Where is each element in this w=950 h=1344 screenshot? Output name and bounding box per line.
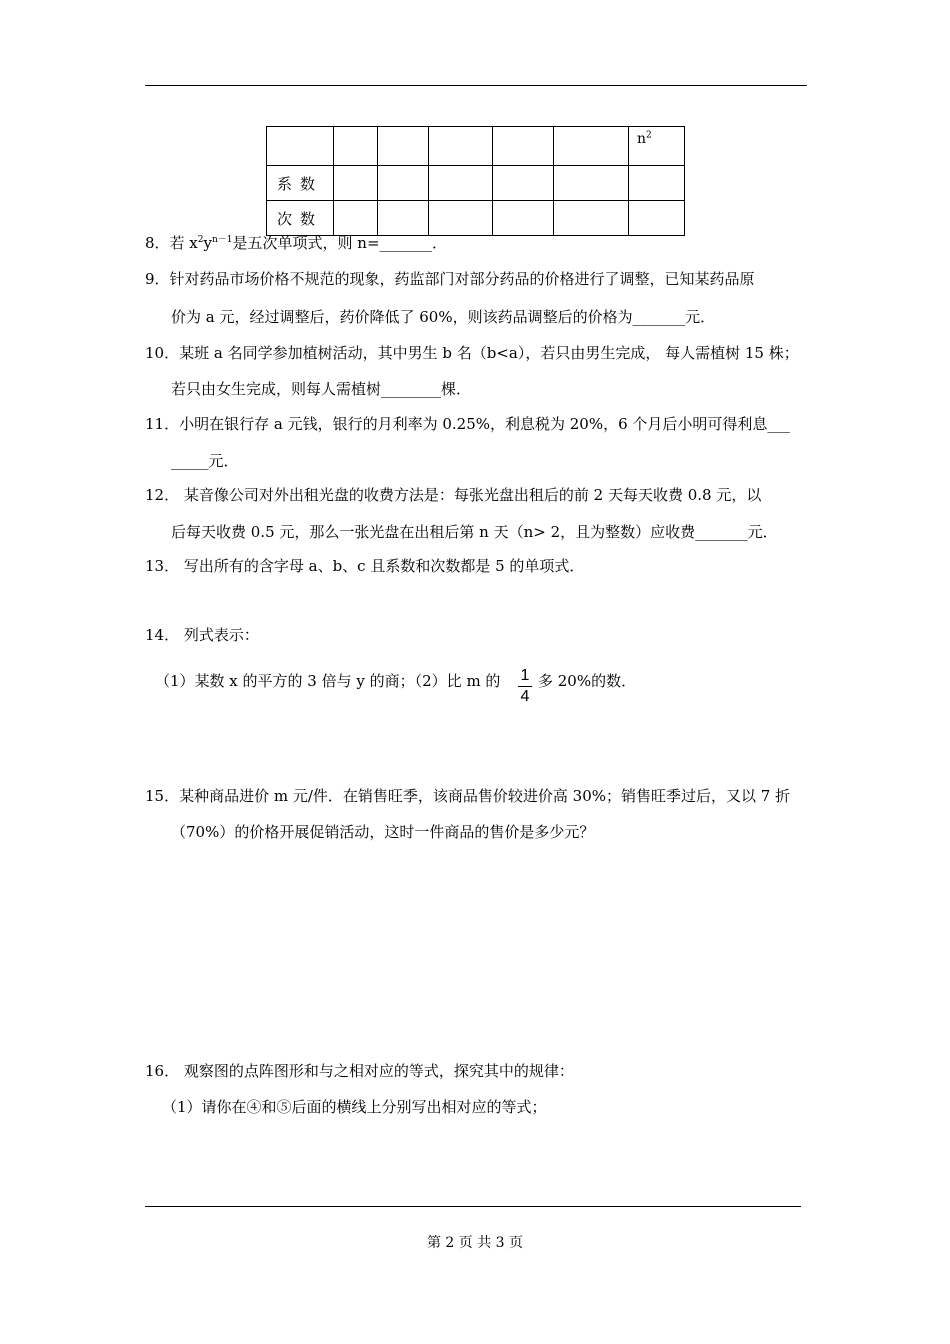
question-12-line-1: 12． 某音像公司对外出租光盘的收费方法是：每张光盘出租后的前 2 天每天收费 0.8 元，以 xyxy=(145,486,762,504)
q8-exponent-2: n－1 xyxy=(212,235,233,245)
question-13: 13． 写出所有的含字母 a、b、c 且系数和次数都是 5 的单项式． xyxy=(145,557,585,575)
question-14-part-b: 多 20%的数． xyxy=(538,672,637,690)
table-cell xyxy=(429,166,493,201)
footer-rule xyxy=(145,1206,801,1207)
page-number: 第 2 页 共 3 页 xyxy=(426,1235,524,1251)
header-rule xyxy=(145,85,807,86)
table-cell xyxy=(554,201,629,236)
fraction-numerator: 1 xyxy=(520,667,530,684)
n-exponent: 2 xyxy=(646,130,652,141)
q8-exponent-1: 2 xyxy=(197,235,204,245)
table-cell xyxy=(378,166,429,201)
question-16-line-2: （1）请你在④和⑤后面的横线上分别写出相对应的等式； xyxy=(162,1098,547,1116)
degree-label: 次数 xyxy=(267,201,334,236)
question-11-line-1: 11．小明在银行存 a 元钱，银行的月利率为 0.25%，利息税为 20%，6 个月后小明可得利息___ xyxy=(145,415,790,433)
table-cell xyxy=(334,127,378,166)
table-cell xyxy=(493,127,554,166)
table-cell xyxy=(378,127,429,166)
table-row xyxy=(267,127,685,166)
table-cell xyxy=(493,166,554,201)
question-12-line-2: 后每天收费 0.5 元，那么一张光盘在出租后第 n 天（n> 2，且为整数）应收费_______元． xyxy=(171,523,778,541)
question-9-line-1: 9．针对药品市场价格不规范的现象，药监部门对部分药品的价格进行了调整，已知某药品原 xyxy=(145,270,755,288)
question-15-line-2: （70%）的价格开展促销活动，这时一件商品的售价是多少元？ xyxy=(171,823,595,841)
table-row xyxy=(267,201,685,236)
question-10-line-2: 若只由女生完成，则每人需植树________棵． xyxy=(171,380,472,398)
table-cell xyxy=(267,127,334,166)
table-cell xyxy=(629,201,685,236)
table-cell xyxy=(429,201,493,236)
question-15-line-1: 15．某种商品进价 m 元/件．在销售旺季，该商品售价较进价高 30%；销售旺季过后，又以 7 折 xyxy=(145,787,791,805)
table-cell xyxy=(429,127,493,166)
table-cell xyxy=(629,166,685,201)
table-cell xyxy=(334,201,378,236)
q8-text-a: 8．若 x xyxy=(145,234,198,252)
question-8 xyxy=(145,232,447,253)
table-cell xyxy=(378,201,429,236)
fraction-one-quarter xyxy=(518,667,532,706)
table-row xyxy=(267,166,685,201)
q8-text-b: y xyxy=(203,234,212,252)
question-16-line-1: 16． 观察图的点阵图形和与之相对应的等式，探究其中的规律： xyxy=(145,1062,574,1080)
coefficient-label: 系数 xyxy=(267,166,334,201)
table-cell xyxy=(334,166,378,201)
n-text: n xyxy=(637,131,647,147)
question-10-line-1: 10．某班 a 名同学参加植树活动，其中男生 b 名（b<a），若只由男生完成， 每人需植树 15 株； xyxy=(145,344,799,362)
table-cell xyxy=(493,201,554,236)
question-9-line-2: 价为 a 元，经过调整后，药价降低了 60%，则该药品调整后的价格为_______元． xyxy=(171,308,716,326)
question-11-line-2: _____元． xyxy=(171,452,239,470)
fraction-bar xyxy=(518,686,532,687)
q8-text-c: 是五次单项式，则 n=_______． xyxy=(232,234,448,252)
fraction-denominator: 4 xyxy=(520,688,530,705)
table-cell xyxy=(554,166,629,201)
question-14-part-a: （1）某数 x 的平方的 3 倍与 y 的商；（2）比 m 的 xyxy=(155,672,501,690)
table-cell-n-squared xyxy=(629,127,685,166)
table-cell xyxy=(554,127,629,166)
monomial-table xyxy=(266,126,685,236)
question-14-title: 14． 列式表示： xyxy=(145,626,259,644)
